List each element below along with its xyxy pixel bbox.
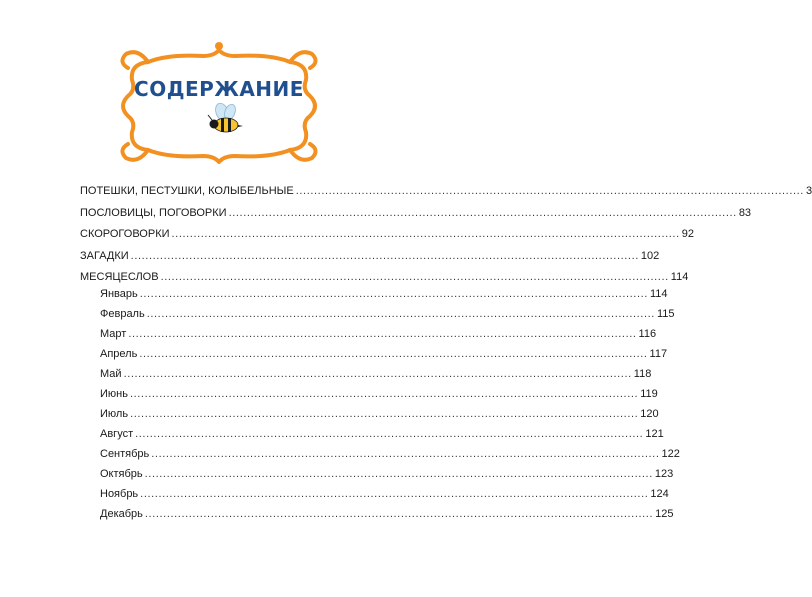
toc-entry-label: ЗАГАДКИ [80, 249, 129, 262]
toc-page-number: 123 [654, 468, 674, 480]
dot-leader: ........................................................................................................................................... [140, 488, 649, 500]
toc-entry [80, 184, 812, 198]
toc-page-number: 117 [649, 348, 668, 360]
toc-page-number: 102 [640, 249, 660, 262]
toc-page-number: 92 [681, 228, 694, 240]
toc-subentry [100, 407, 659, 421]
toc-page-number: 125 [655, 508, 674, 520]
toc-subentry [100, 387, 658, 401]
toc-page-number: 83 [738, 206, 752, 219]
toc-entry-label: Октябрь [100, 468, 143, 480]
toc-page-number: 122 [661, 448, 680, 460]
dot-leader: ........................................................................................................................................... [228, 206, 737, 219]
dot-leader: ........................................................................................................................................... [139, 348, 648, 360]
toc-subentry [100, 347, 668, 361]
toc-entry [80, 206, 752, 220]
toc-entry-label: Сентябрь [100, 448, 150, 460]
toc-page-number: 115 [656, 308, 675, 320]
toc-entry-label: Декабрь [100, 508, 143, 520]
toc-page-number: 124 [650, 488, 669, 500]
dot-leader: ........................................................................................................................................... [144, 468, 653, 480]
dot-leader: ........................................................................................................................................... [160, 271, 669, 283]
dot-leader: ........................................................................................................................................... [135, 428, 644, 440]
dot-leader: ........................................................................................................................................... [129, 388, 639, 400]
dot-leader: ........................................................................................................................................... [295, 185, 804, 197]
toc-entry-label: Февраль [100, 308, 145, 320]
toc-page-number: 118 [633, 368, 652, 380]
bee-icon [205, 103, 245, 137]
toc-subentry [100, 327, 657, 341]
toc-entry [80, 227, 694, 241]
toc-page-number: 120 [640, 408, 659, 420]
toc-entry [80, 270, 689, 284]
toc-entry-label: Июль [100, 408, 129, 420]
toc-subentry [100, 287, 668, 301]
toc-entry-label: Май [100, 368, 122, 380]
toc-entry-label: Январь [100, 288, 138, 300]
toc-entry-label: Апрель [100, 348, 138, 360]
toc-page-number: 116 [638, 328, 657, 340]
dot-leader: ........................................................................................................................................... [139, 288, 648, 300]
toc-subentry [100, 447, 680, 461]
toc-entry-label: ПОСЛОВИЦЫ, ПОГОВОРКИ [80, 206, 227, 219]
toc-subentry [100, 487, 669, 501]
toc-entry-label: Ноябрь [100, 488, 139, 500]
dot-leader: ........................................................................................................................................... [128, 328, 637, 340]
toc-entry-label: Март [100, 328, 127, 340]
toc-page-number: 114 [670, 271, 689, 283]
toc-entry-label: СКОРОГОВОРКИ [80, 228, 170, 240]
toc-subentry [100, 427, 664, 441]
toc-entry-label: ПОТЕШКИ, ПЕСТУШКИ, КОЛЫБЕЛЬНЫЕ [80, 185, 294, 197]
dot-leader: ........................................................................................................................................... [130, 408, 639, 420]
toc-entry-label: МЕСЯЦЕСЛОВ [80, 271, 159, 283]
toc-entry [80, 249, 660, 263]
dot-leader: ........................................................................................................................................... [123, 368, 632, 380]
toc-subentry [100, 467, 674, 481]
dot-leader: ........................................................................................................................................... [130, 249, 639, 262]
dot-leader: ........................................................................................................................................... [151, 448, 660, 460]
toc-subentry [100, 507, 674, 521]
toc-subentry [100, 307, 675, 321]
dot-leader: ........................................................................................................................................... [144, 508, 654, 520]
toc-page-number: 119 [640, 388, 658, 400]
toc-page-number: 121 [645, 428, 664, 440]
dot-leader: ........................................................................................................................................... [171, 228, 680, 240]
toc-subentry [100, 367, 652, 381]
toc-entry-label: Август [100, 428, 134, 440]
toc-page-number: 3 [805, 185, 812, 197]
page-title: СОДЕРЖАНИЕ [134, 77, 304, 101]
toc-entry-label: Июнь [100, 388, 128, 400]
toc-page-number: 114 [649, 288, 668, 300]
dot-leader: ........................................................................................................................................... [146, 308, 655, 320]
